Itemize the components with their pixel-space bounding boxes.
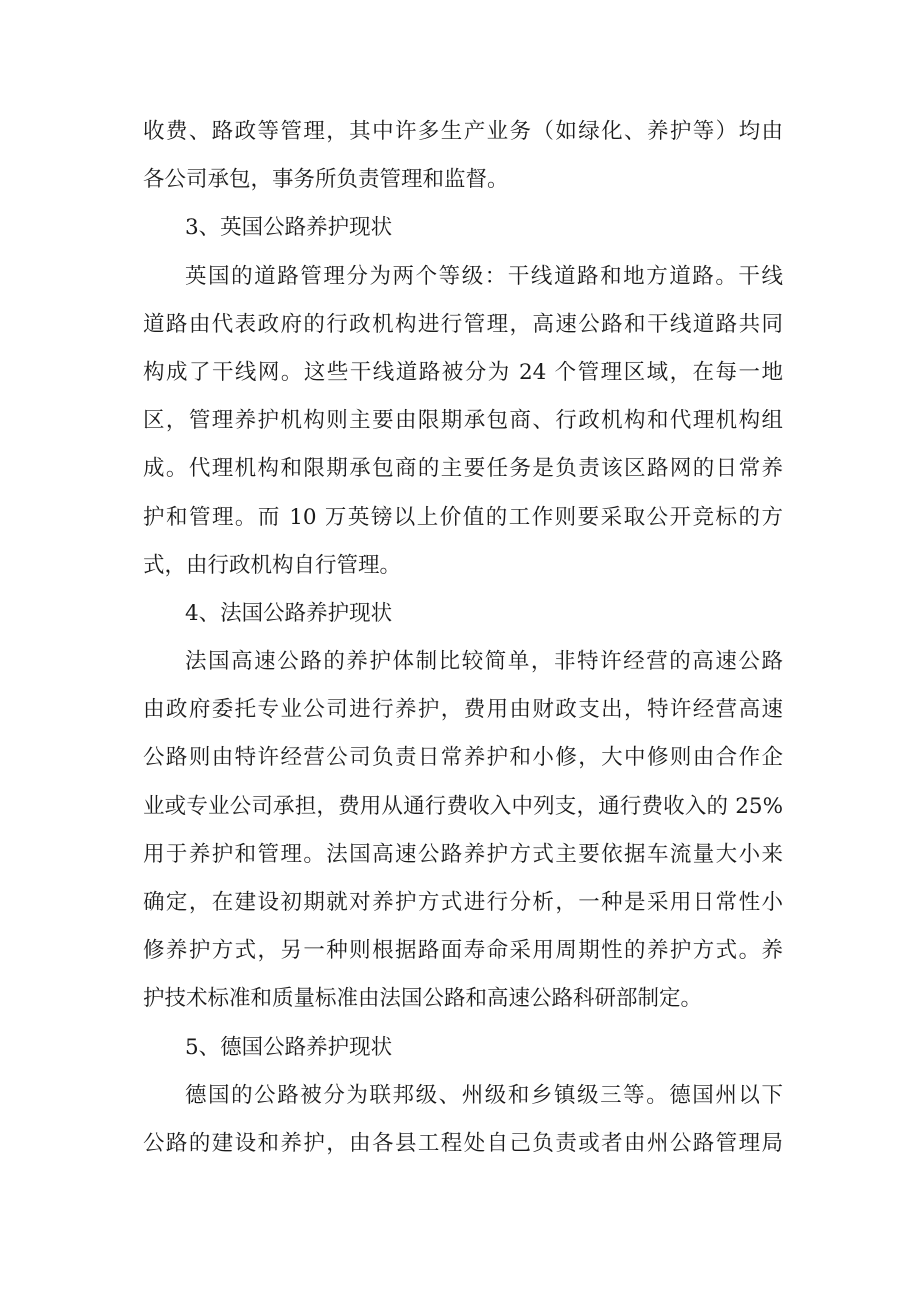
- section-heading-germany: 5、德国公路养护现状: [185, 1034, 393, 1060]
- text-line: 用于养护和管理。法国高速公路养护方式主要依据车流量大小来: [143, 841, 783, 867]
- text-line: 英国的道路管理分为两个等级：干线道路和地方道路。干线: [185, 263, 783, 289]
- text-line: 确定，在建设初期就对养护方式进行分析，一种是采用日常性小: [143, 890, 783, 915]
- text-line: 道路由代表政府的行政机构进行管理，高速公路和干线道路共同: [143, 311, 783, 337]
- text-line: 护技术标准和质量标准由法国公路和高速公路科研部制定。: [143, 986, 703, 1012]
- text-line: 公路的建设和养护，由各县工程处自己负责或者由州公路管理局: [143, 1130, 783, 1156]
- text-line: 护和管理。而 10 万英镑以上价值的工作则要采取公开竞标的方: [143, 504, 783, 530]
- paragraph-france: [143, 638, 783, 1024]
- document-body: [143, 108, 783, 1168]
- text-line: 修养护方式，另一种则根据路面寿命采用周期性的养护方式。养: [143, 938, 783, 964]
- text-line: 收费、路政等管理，其中许多生产业务（如绿化、养护等）均由: [143, 119, 783, 144]
- section-heading-france: 4、法国公路养护现状: [185, 600, 393, 626]
- text-line: 法国高速公路的养护体制比较简单，非特许经营的高速公路: [185, 649, 783, 675]
- text-line: 公路则由特许经营公司负责日常养护和小修，大中修则由合作企: [143, 745, 783, 771]
- paragraph-uk: [143, 253, 783, 590]
- text-line: 业或专业公司承担，费用从通行费收入中列支，通行费收入的 25%: [143, 793, 783, 819]
- text-line: 德国的公路被分为联邦级、州级和乡镇级三等。德国州以下: [185, 1082, 783, 1108]
- text-line: 构成了干线网。这些干线道路被分为 24 个管理区域，在每一地: [143, 359, 783, 385]
- paragraph-continued: [143, 108, 783, 204]
- text-line: 区，管理养护机构则主要由限期承包商、行政机构和代理机构组: [143, 408, 783, 434]
- section-heading-uk: 3、英国公路养护现状: [185, 215, 393, 241]
- text-line: 成。代理机构和限期承包商的主要任务是负责该区路网的日常养: [143, 456, 783, 482]
- text-line: 式，由行政机构自行管理。: [143, 552, 402, 578]
- text-line: 由政府委托专业公司进行养护，费用由财政支出，特许经营高速: [143, 697, 783, 723]
- paragraph-germany: [143, 1072, 783, 1168]
- text-line: 各公司承包，事务所负责管理和监督。: [143, 167, 509, 193]
